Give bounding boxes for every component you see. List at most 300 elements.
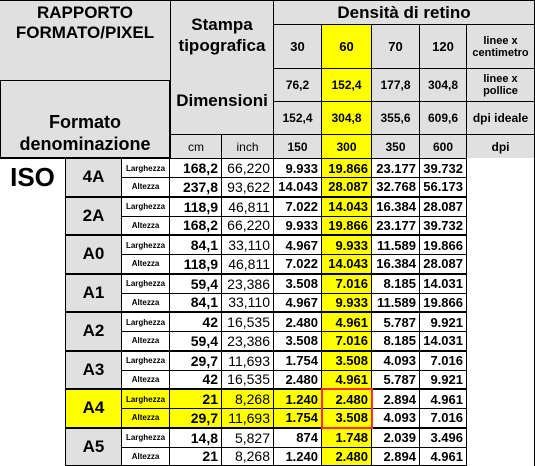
cm-value-text: 29,7	[190, 352, 218, 369]
dimension-label-text: Altezza	[131, 374, 160, 384]
cm-value-text: 168,2	[182, 160, 218, 177]
pixel-value-text: 8.185	[383, 333, 416, 349]
inch-value-text: 93,622	[227, 178, 270, 195]
dimension-label	[122, 197, 170, 216]
pixel-value	[322, 351, 372, 370]
pixel-value	[372, 254, 420, 273]
pixel-value	[274, 331, 322, 350]
pixel-value	[322, 254, 372, 273]
pixel-value	[372, 216, 420, 235]
header-value	[322, 68, 372, 101]
header-value	[420, 101, 467, 134]
format-name-2a-text: 2A	[82, 205, 105, 225]
pixel-value-text: 2.480	[285, 371, 318, 387]
pixel-value-text: 1.240	[285, 448, 318, 464]
dimension-label-text: Larghezza	[125, 433, 166, 443]
dimension-label	[122, 370, 170, 389]
pixel-value	[372, 312, 420, 331]
pixel-value-text: 2.039	[383, 430, 416, 446]
pixel-value-text: 4.967	[285, 237, 318, 253]
pixel-value-text: 2.894	[383, 391, 416, 407]
iso-label	[0, 158, 66, 466]
cm-value-text: 21	[202, 391, 218, 408]
format-name-a1	[66, 274, 122, 313]
dimension-label-text: Altezza	[131, 451, 160, 461]
cm-value-text: 168,2	[182, 217, 218, 234]
dimension-label	[122, 389, 170, 408]
pixel-value-text: 2.480	[335, 448, 368, 464]
header-value	[274, 68, 322, 101]
dimension-label	[122, 293, 170, 312]
pixel-value	[372, 197, 420, 216]
pixel-value-text: 874	[296, 430, 318, 446]
header-value-text: 120	[432, 39, 454, 54]
pixel-value-text: 56.173	[423, 179, 463, 195]
lpp-unit-text: linee x pollice	[483, 73, 518, 97]
pixel-value	[322, 177, 372, 196]
header-value-text: 600	[432, 139, 454, 154]
pixel-value	[420, 312, 467, 331]
dimensioni-label	[170, 68, 274, 134]
empty-cell	[467, 312, 535, 331]
pixel-value	[420, 389, 467, 408]
empty-cell	[467, 428, 535, 447]
pixel-value-text: 14.031	[423, 276, 463, 292]
dimension-label-text: Altezza	[131, 259, 160, 269]
pixel-value-text: 9.933	[285, 160, 318, 176]
pixel-value	[420, 293, 467, 312]
cm-value	[170, 351, 222, 370]
pixel-value-text: 3.508	[285, 276, 318, 292]
pixel-value-text: 9.933	[335, 237, 368, 253]
dimension-label	[122, 331, 170, 350]
pixel-value-text: 11.589	[376, 294, 416, 310]
dimension-label-text: Larghezza	[125, 394, 166, 404]
dimension-label	[122, 408, 170, 427]
pixel-value	[420, 331, 467, 350]
dimension-label	[122, 216, 170, 235]
pixel-value-text: 14.043	[328, 256, 368, 272]
inch-value-text: 16,535	[227, 371, 270, 388]
header-value	[322, 101, 372, 134]
pixel-value-text: 4.961	[430, 391, 463, 407]
stampa-label	[170, 0, 274, 68]
pixel-value	[274, 351, 322, 370]
pixel-value	[322, 408, 372, 427]
pixel-value-text: 7.022	[285, 256, 318, 272]
cm-value-text: 29,7	[190, 409, 218, 426]
cm-value	[170, 158, 222, 177]
pixel-value-text: 23.177	[376, 217, 416, 233]
densita-label-text: Densità di retino	[337, 2, 471, 22]
pixel-value	[274, 312, 322, 331]
cm-value	[170, 312, 222, 331]
inch-value-text: 8,268	[234, 448, 270, 465]
pixel-value	[420, 235, 467, 254]
dimension-label	[122, 235, 170, 254]
pixel-value	[322, 370, 372, 389]
dimension-label-text: Altezza	[131, 297, 160, 307]
cm-value-text: 84,1	[190, 237, 218, 254]
format-name-a2	[66, 312, 122, 351]
header-value	[322, 134, 372, 158]
pixel-value	[372, 331, 420, 350]
cm-value	[170, 370, 222, 389]
header-value-text: 300	[336, 139, 357, 154]
pixel-value-text: 7.016	[430, 410, 463, 426]
inch-value	[222, 351, 274, 370]
pixel-value	[372, 408, 420, 427]
inch-value	[222, 254, 274, 273]
inch-value	[222, 235, 274, 254]
dimension-label	[122, 158, 170, 177]
pixel-value	[372, 235, 420, 254]
header-value-text: 152,4	[331, 78, 362, 92]
cm-value-text: 59,4	[190, 332, 218, 349]
inch-value	[222, 331, 274, 350]
cm-value	[170, 408, 222, 427]
header-value	[322, 24, 372, 68]
inch-value-text: 5,827	[234, 429, 270, 446]
empty-cell	[467, 274, 535, 293]
inch-value	[222, 158, 274, 177]
densita-label	[274, 0, 535, 24]
pixel-value-text: 4.961	[430, 448, 463, 464]
dimension-label	[122, 274, 170, 293]
iso-label-text: ISO	[10, 162, 55, 192]
pixel-value	[372, 447, 420, 466]
cm-value	[170, 235, 222, 254]
pixel-value	[322, 216, 372, 235]
empty-cell	[467, 351, 535, 370]
pixel-value-text: 14.043	[278, 179, 318, 195]
dimension-label-text: Larghezza	[125, 163, 166, 173]
cm-value	[170, 177, 222, 196]
table-title	[0, 0, 170, 80]
pixel-value	[322, 312, 372, 331]
pixel-value-text: 9.921	[430, 371, 463, 387]
format-name-a3	[66, 351, 122, 390]
pixel-value	[322, 428, 372, 447]
pixel-value	[420, 197, 467, 216]
empty-cell	[467, 370, 535, 389]
pixel-value	[322, 197, 372, 216]
pixel-value	[274, 158, 322, 177]
pixel-value-text: 32.768	[376, 179, 416, 195]
header-value	[372, 134, 420, 158]
pixel-value	[372, 274, 420, 293]
pixel-value	[420, 428, 467, 447]
pixel-value	[420, 254, 467, 273]
cm-value-text: 14,8	[190, 429, 218, 446]
header-value	[372, 68, 420, 101]
pixel-value-text: 1.754	[285, 410, 318, 426]
header-value	[372, 101, 420, 134]
pixel-value	[274, 293, 322, 312]
header-value-text: 152,4	[282, 111, 313, 125]
pixel-value	[274, 370, 322, 389]
pixel-value-text: 28.087	[423, 199, 463, 215]
pixel-value-text: 8.185	[383, 276, 416, 292]
format-name-a4	[66, 389, 122, 428]
inch-value	[222, 389, 274, 408]
pixel-value-text: 4.961	[335, 371, 368, 387]
header-value-text: 355,6	[380, 111, 411, 125]
pixel-value-text: 11.589	[376, 237, 416, 253]
header-value-text: 304,8	[427, 78, 459, 92]
empty-cell	[467, 254, 535, 273]
cm-value	[170, 293, 222, 312]
inch-value	[222, 312, 274, 331]
pixel-value	[372, 293, 420, 312]
pixel-value-text: 4.967	[285, 294, 318, 310]
formato-label	[0, 80, 170, 158]
pixel-value	[274, 447, 322, 466]
pixel-value-text: 4.093	[383, 410, 416, 426]
header-value	[274, 101, 322, 134]
header-value	[372, 24, 420, 68]
pixel-value-text: 19.866	[423, 294, 463, 310]
header-value-text: 177,8	[380, 78, 411, 92]
pixel-value-text: 39.732	[423, 160, 463, 176]
empty-cell	[467, 447, 535, 466]
pixel-value	[274, 389, 322, 408]
pixel-value-text: 3.508	[335, 410, 368, 426]
empty-cell	[467, 216, 535, 235]
inch-value-text: 33,110	[228, 237, 270, 254]
format-name-a3-text: A3	[82, 359, 105, 379]
dimension-label	[122, 351, 170, 370]
dimension-label-text: Larghezza	[125, 202, 166, 212]
pixel-value-text: 4.961	[335, 314, 368, 330]
stampa-label-text: Stampa tipografica	[178, 14, 266, 55]
pixel-value-text: 9.933	[335, 294, 368, 310]
dimension-label	[122, 177, 170, 196]
dimensioni-label-text: Dimensioni	[176, 91, 268, 110]
header-value	[420, 24, 467, 68]
pixel-value-text: 16.384	[376, 199, 416, 215]
pixel-value	[322, 274, 372, 293]
empty-cell	[467, 389, 535, 408]
cm-value	[170, 254, 222, 273]
empty-cell	[467, 293, 535, 312]
pixel-value-text: 19.866	[328, 160, 368, 176]
cm-value	[170, 216, 222, 235]
pixel-value	[420, 158, 467, 177]
pixel-value	[322, 293, 372, 312]
pixel-value	[274, 177, 322, 196]
inch-value-text: 8,268	[234, 391, 270, 408]
cm-value-text: 42	[202, 314, 218, 331]
empty-cell	[467, 408, 535, 427]
pixel-value	[420, 370, 467, 389]
cm-value	[170, 331, 222, 350]
pixel-value	[420, 177, 467, 196]
header-value-text: 304,8	[331, 111, 362, 125]
format-name-a0	[66, 235, 122, 274]
format-name-4a	[66, 158, 122, 197]
format-name-a5	[66, 428, 122, 466]
pixel-value	[322, 331, 372, 350]
pixel-value-text: 19.866	[328, 217, 368, 233]
cm-value-text: 118,9	[183, 198, 218, 215]
lpp-unit	[467, 68, 535, 101]
format-name-a4-text: A4	[82, 398, 105, 418]
pixel-value-text: 7.016	[335, 333, 368, 349]
dimension-label	[122, 447, 170, 466]
dimension-label-text: Larghezza	[125, 317, 166, 327]
dpi-ideal-unit-text: dpi ideale	[472, 111, 529, 125]
pixel-value-text: 9.921	[430, 314, 463, 330]
cm-value-text: 42	[202, 371, 218, 388]
pixel-value-text: 14.043	[328, 199, 368, 215]
inch-value	[222, 370, 274, 389]
inch-value-text: 46,811	[228, 255, 270, 272]
lpi-unit-text: linee x centimetro	[472, 34, 529, 59]
pixel-value	[274, 428, 322, 447]
pixel-value-text: 3.496	[430, 430, 463, 446]
pixel-value	[274, 197, 322, 216]
pixel-value-text: 1.240	[285, 391, 318, 407]
format-name-2a	[66, 197, 122, 236]
format-name-a1-text: A1	[82, 282, 105, 302]
pixel-value-text: 2.480	[285, 314, 318, 330]
pixel-value	[420, 408, 467, 427]
pixel-value	[274, 274, 322, 293]
pixel-value	[372, 351, 420, 370]
header-value	[420, 134, 467, 158]
cm-value	[170, 274, 222, 293]
dimension-label-text: Altezza	[131, 220, 160, 230]
inch-value	[222, 447, 274, 466]
empty-cell	[467, 177, 535, 196]
pixel-value	[274, 235, 322, 254]
inch-header-text: inch	[236, 139, 259, 154]
header-value-text: 76,2	[285, 78, 310, 92]
dimension-label	[122, 312, 170, 331]
cm-value-text: 118,9	[183, 255, 218, 272]
inch-value	[222, 177, 274, 196]
header-value-text: 60	[339, 39, 354, 54]
inch-value-text: 16,535	[227, 314, 270, 331]
dimension-label	[122, 428, 170, 447]
cm-value	[170, 197, 222, 216]
format-name-4a-text: 4A	[82, 167, 105, 187]
inch-value-text: 11,693	[228, 409, 270, 426]
formato-label-text: Formato denominazione	[19, 112, 151, 154]
inch-value	[222, 428, 274, 447]
inch-value-text: 66,220	[227, 160, 270, 177]
inch-value-text: 46,811	[228, 198, 270, 215]
cm-value-text: 84,1	[190, 294, 218, 311]
header-value-text: 30	[290, 39, 305, 54]
inch-value	[222, 197, 274, 216]
header-value-text: 150	[287, 139, 308, 154]
pixel-value	[274, 408, 322, 427]
format-name-a2-text: A2	[82, 321, 105, 341]
lpi-unit	[467, 24, 535, 68]
header-value	[274, 134, 322, 158]
pixel-value	[322, 389, 372, 408]
pixel-value-text: 5.787	[383, 314, 416, 330]
pixel-value-text: 9.933	[285, 217, 318, 233]
pixel-value	[372, 177, 420, 196]
table-title-text: RAPPORTO FORMATO/PIXEL	[15, 3, 155, 42]
pixel-value	[372, 428, 420, 447]
header-value-text: 70	[388, 39, 403, 54]
pixel-value-text: 3.508	[335, 353, 368, 369]
cm-value-text: 21	[202, 448, 218, 465]
pixel-value	[322, 447, 372, 466]
pixel-value-text: 5.787	[383, 371, 416, 387]
dimension-label	[122, 254, 170, 273]
empty-cell	[467, 158, 535, 177]
format-name-a5-text: A5	[82, 436, 105, 456]
cm-header	[170, 134, 222, 158]
dpi-ideal-unit	[467, 101, 535, 134]
dpi-unit-text: dpi	[491, 139, 510, 154]
inch-value	[222, 293, 274, 312]
empty-cell	[467, 331, 535, 350]
cm-value-text: 237,8	[182, 178, 218, 195]
pixel-value-text: 23.177	[376, 160, 416, 176]
inch-value	[222, 216, 274, 235]
pixel-value-text: 16.384	[376, 256, 416, 272]
pixel-value-text: 4.093	[383, 353, 416, 369]
pixel-value	[420, 447, 467, 466]
dimension-label-text: Larghezza	[125, 240, 166, 250]
pixel-value	[420, 351, 467, 370]
pixel-value-text: 39.732	[423, 217, 463, 233]
pixel-value-text: 7.022	[285, 199, 318, 215]
header-value	[420, 68, 467, 101]
dimension-label-text: Larghezza	[125, 356, 166, 366]
inch-value	[222, 408, 274, 427]
pixel-value-text: 14.031	[423, 333, 463, 349]
format-name-a0-text: A0	[82, 244, 105, 264]
pixel-value	[322, 158, 372, 177]
pixel-value	[274, 254, 322, 273]
pixel-value-text: 2.480	[335, 391, 368, 407]
cm-value	[170, 428, 222, 447]
inch-value-text: 11,693	[228, 352, 270, 369]
cm-header-text: cm	[188, 139, 204, 154]
pixel-value-text: 2.894	[383, 448, 416, 464]
pixel-value	[420, 274, 467, 293]
pixel-value	[274, 216, 322, 235]
pixel-value	[372, 158, 420, 177]
dpi-unit	[467, 134, 535, 158]
header-value-text: 350	[385, 139, 406, 154]
pixel-value	[372, 389, 420, 408]
dimension-label-text: Altezza	[131, 413, 160, 423]
pixel-value-text: 28.087	[328, 179, 368, 195]
pixel-value-text: 3.508	[285, 333, 318, 349]
inch-header	[222, 134, 274, 158]
cm-value-text: 59,4	[190, 275, 218, 292]
header-value-text: 609,6	[427, 111, 459, 125]
inch-value-text: 33,110	[228, 294, 270, 311]
header-value	[274, 24, 322, 68]
inch-value-text: 23,386	[227, 332, 270, 349]
pixel-value-text: 19.866	[423, 237, 463, 253]
pixel-value-text: 1.754	[285, 353, 318, 369]
pixel-value-text: 28.087	[423, 256, 463, 272]
inch-value-text: 23,386	[227, 275, 270, 292]
pixel-value-text: 7.016	[335, 276, 368, 292]
dimension-label-text: Larghezza	[125, 279, 166, 289]
dimension-label-text: Altezza	[131, 182, 160, 192]
